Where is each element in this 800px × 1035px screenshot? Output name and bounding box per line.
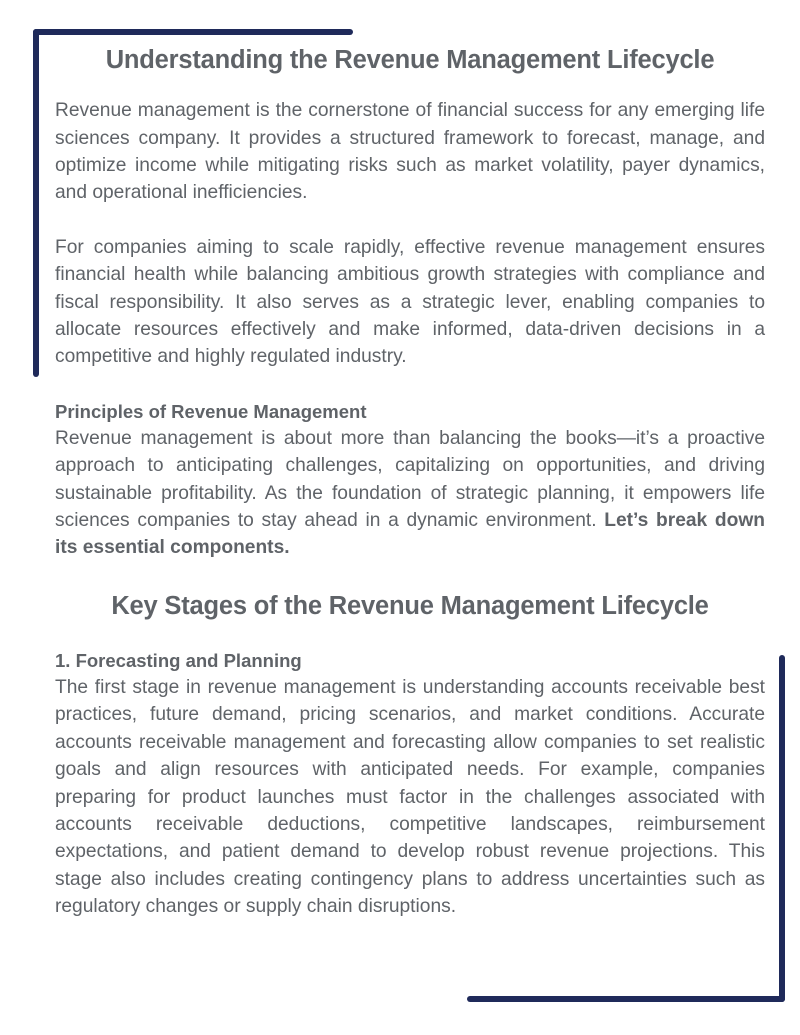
intro-paragraph-1: Revenue management is the cornerstone of financial success for any emerging life sciences company. It provides a structured framework to forecast, manage, and optimize income while mitigating risks such as market volatility, payer dynamics, and operational inefficiencies.: [55, 100, 765, 204]
principles-paragraph: [55, 425, 765, 562]
stage-1-heading: 1. Forecasting and Planning: [55, 649, 302, 671]
document-content: [55, 44, 765, 921]
intro-paragraph-2: For companies aiming to scale rapidly, effective revenue management ensures financial health while balancing ambitious growth strategies with compliance and fiscal responsibility. It also serves as a strategic lever, enabling companies to allocate resources effectively and make informed, data-driven decisions in a competitive and highly regulated industry.: [55, 236, 765, 368]
decorative-bracket-top-vertical: [33, 29, 39, 377]
principles-heading: Principles of Revenue Management: [55, 400, 367, 422]
main-heading: Understanding the Revenue Management Lifecycle: [105, 46, 715, 74]
stage-1-paragraph: The first stage in revenue management is understanding accounts receivable best practices, future demand, pricing scenarios, and market conditions. Accurate accounts receivable management and forecasting allow companies to set realistic goals and align resources with anticipated needs. For example, companies preparing for product launches must factor in the challenges associated with accounts receivable deductions, competitive landscapes, reimbursement expectations, and patient demand to develop robust revenue projections. This stage also includes creating contingency plans to address uncertainties such as regulatory changes or supply chain disruptions.: [55, 676, 765, 918]
key-stages-heading: Key Stages of the Revenue Management Lifecycle: [111, 591, 709, 620]
principles-body-text: Revenue management is about more than balancing the books—it’s a proactive approach to anticipating challenges, capitalizing on opportunities, and driving sustainable profitability. As the foundation of strategic planning, it empowers life sciences companies to stay ahead in a dynamic environment.: [55, 427, 765, 532]
principles-bold-text: Let’s break down its essential components.: [55, 510, 766, 559]
decorative-bracket-bottom-horizontal: [467, 996, 785, 1002]
decorative-bracket-top-horizontal: [33, 29, 353, 35]
decorative-bracket-bottom-vertical: [779, 655, 785, 1002]
